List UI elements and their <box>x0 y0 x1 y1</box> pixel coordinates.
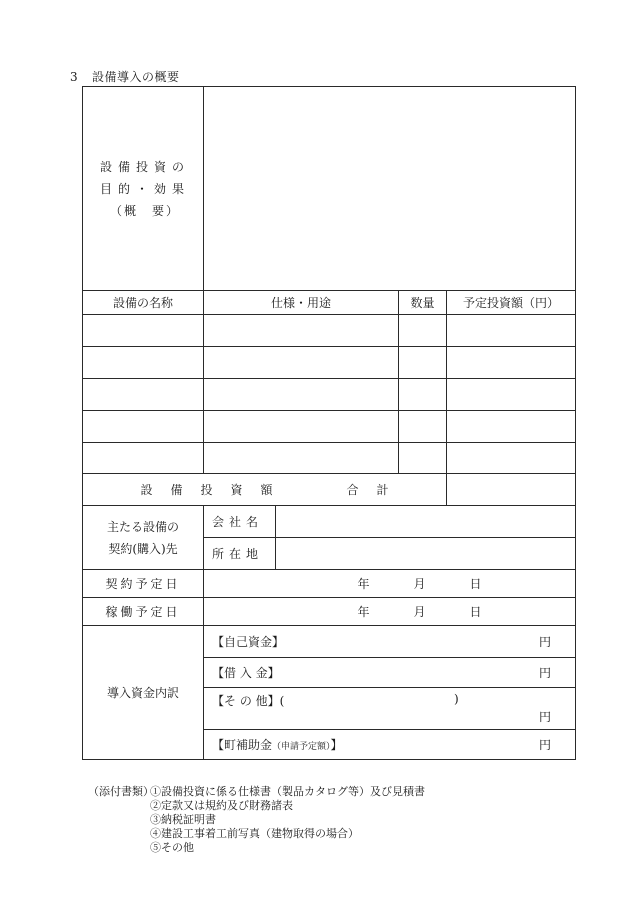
equipment-name-cell[interactable] <box>83 443 204 474</box>
equipment-name-cell[interactable] <box>83 411 204 443</box>
subsidy-label: 【町補助金 <box>212 738 273 752</box>
equipment-amount-cell[interactable] <box>447 379 576 411</box>
section-number: 3 <box>70 70 79 84</box>
list-item: ③納税証明書 <box>150 813 216 826</box>
table-row <box>83 347 576 379</box>
loan-label: 【借 入 金】 <box>212 666 280 680</box>
subsidy-note: （申請予定額） <box>272 742 331 752</box>
equipment-form-table <box>82 86 576 760</box>
loan-row[interactable] <box>204 658 576 688</box>
table-row <box>83 443 576 474</box>
purpose-input[interactable] <box>204 87 576 291</box>
equipment-spec-cell[interactable] <box>204 379 399 411</box>
equipment-amount-cell[interactable] <box>447 411 576 443</box>
funding-label: 導入資金内訳 <box>83 626 204 760</box>
table-row <box>83 379 576 411</box>
address-label: 所在地 <box>204 538 276 570</box>
header-amount: 予定投資額（円） <box>447 291 576 315</box>
own-funds-label: 【自己資金】 <box>212 635 285 649</box>
equipment-qty-cell[interactable] <box>399 443 447 474</box>
purpose-label: 設備投資の 目的・効果 （概 要） <box>83 87 204 291</box>
operation-date-label: 稼働予定日 <box>83 598 204 626</box>
address-input[interactable] <box>276 538 576 570</box>
equipment-amount-cell[interactable] <box>447 347 576 379</box>
table-row <box>83 315 576 347</box>
operation-date-input[interactable]: 年 月 日 <box>204 598 576 626</box>
equipment-spec-cell[interactable] <box>204 411 399 443</box>
table-row <box>83 411 576 443</box>
equipment-name-cell[interactable] <box>83 315 204 347</box>
subsidy-row[interactable] <box>204 730 576 760</box>
equipment-spec-cell[interactable] <box>204 347 399 379</box>
equipment-amount-cell[interactable] <box>447 443 576 474</box>
yen-unit: 円 <box>538 666 551 680</box>
contract-date-input[interactable]: 年 月 日 <box>204 570 576 598</box>
contractor-label: 主たる設備の 契約(購入)先 <box>83 506 204 570</box>
yen-unit: 円 <box>538 635 551 649</box>
header-equipment-name: 設備の名称 <box>83 291 204 315</box>
section-title: 設備導入の概要 <box>92 70 180 84</box>
contract-date-label: 契約予定日 <box>83 570 204 598</box>
equipment-qty-cell[interactable] <box>399 411 447 443</box>
equipment-spec-cell[interactable] <box>204 315 399 347</box>
equipment-qty-cell[interactable] <box>399 379 447 411</box>
attachments-label: （添付書類） <box>88 785 154 798</box>
equipment-qty-cell[interactable] <box>399 347 447 379</box>
equipment-qty-cell[interactable] <box>399 315 447 347</box>
list-item: ④建設工事着工前写真（建物取得の場合） <box>150 827 359 840</box>
yen-unit: 円 <box>538 738 551 752</box>
other-paren-close: ) <box>454 692 459 706</box>
header-quantity: 数量 <box>399 291 447 315</box>
list-item: ②定款又は規約及び財務諸表 <box>150 799 293 812</box>
equipment-amount-cell[interactable] <box>447 315 576 347</box>
list-item: ⑤その他 <box>150 841 194 854</box>
section-heading <box>70 68 180 85</box>
equipment-name-cell[interactable] <box>83 347 204 379</box>
equipment-name-cell[interactable] <box>83 379 204 411</box>
subsidy-close: 】 <box>330 738 343 752</box>
company-name-input[interactable] <box>276 506 576 538</box>
attachments-list <box>150 785 425 855</box>
company-name-label: 会社名 <box>204 506 276 538</box>
equipment-spec-cell[interactable] <box>204 443 399 474</box>
other-funds-label: 【そ の 他】( <box>212 694 285 708</box>
yen-unit: 円 <box>538 710 551 724</box>
list-item: ①設備投資に係る仕様書（製品カタログ等）及び見積書 <box>150 785 425 798</box>
total-amount-cell[interactable] <box>447 474 576 506</box>
header-spec: 仕様・用途 <box>204 291 399 315</box>
own-funds-row[interactable] <box>204 626 576 658</box>
total-label: 設 備 投 資 額 合 計 <box>83 474 447 506</box>
other-funds-row[interactable] <box>204 688 576 730</box>
